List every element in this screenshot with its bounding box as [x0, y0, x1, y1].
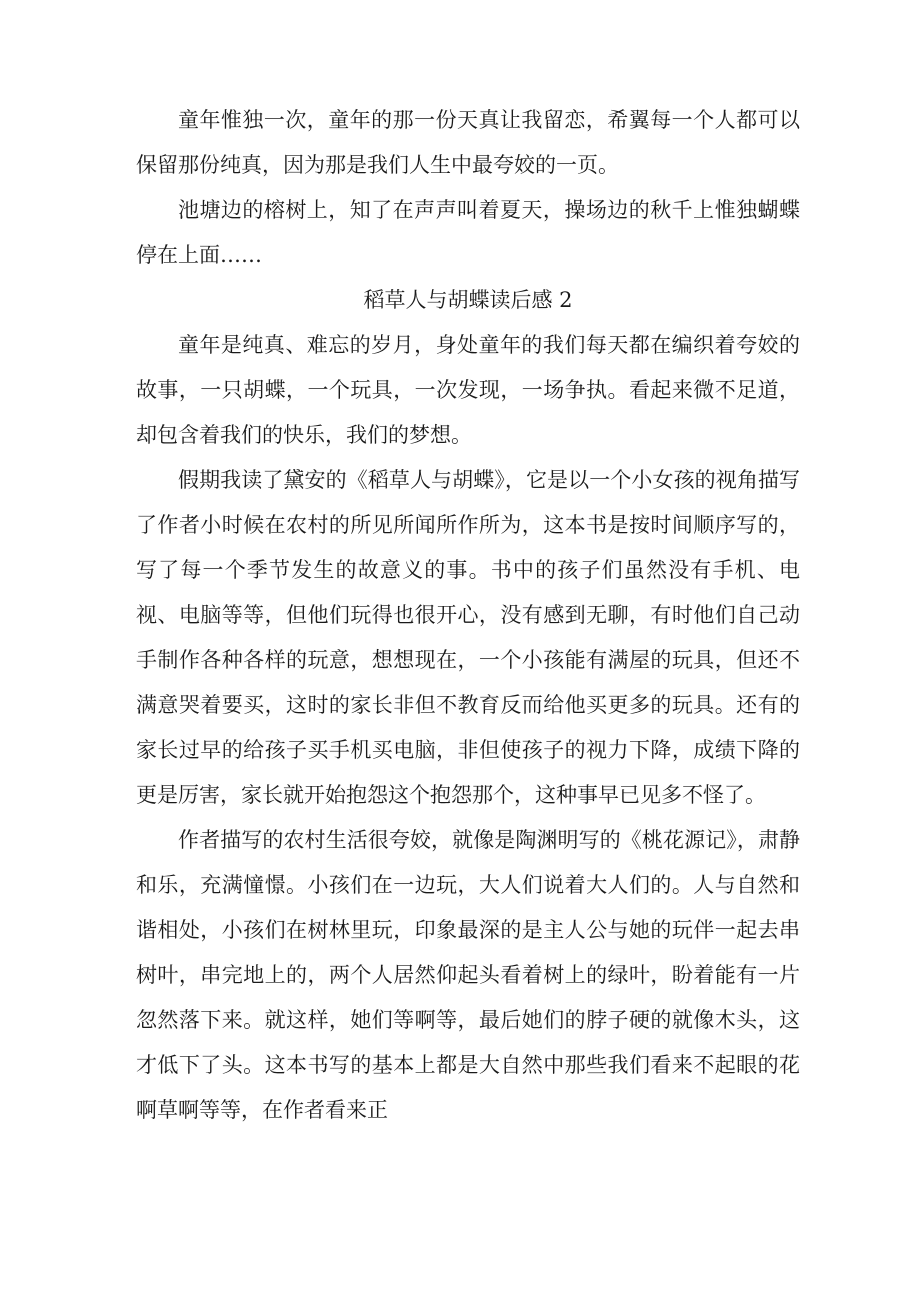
paragraph-holiday-reading: 假期我读了黛安的《稻草人与胡蝶》，它是以一个小女孩的视角描写了作者小时候在农村的所见所闻所作所为，这本书是按时间顺序写的，写了每一个季节发生的故意义的事。书中的孩子们虽然没有手机、电视、电脑等等，但他们玩得也很开心，没有感到无聊，有时他们自己动手制作各种各样的玩意，想想现在，一个小孩能有满屋的玩具，但还不满意哭着要买，这时的家长非但不教育反而给他买更多的玩具。还有的家长过早的给孩子买手机买电脑，非但使孩子的视力下降，成绩下降的更是厉害，家长就开始抱怨这个抱怨那个，这种事早已见多不怪了。 [136, 468, 800, 807]
paragraph-childhood-pure: 童年是纯真、难忘的岁月，身处童年的我们每天都在编织着夸姣的故事，一只胡蝶，一个玩具，一次发现，一场争执。看起来微不足道，却包含着我们的快乐，我们的梦想。 [136, 333, 800, 447]
paragraph-pond-banyan: 池塘边的榕树上，知了在声声叫着夏天，操场边的秋千上惟独蝴蝶停在上面…… [136, 198, 800, 267]
paragraph-childhood-once: 童年惟独一次，童年的那一份天真让我留恋，希翼每一个人都可以保留那份纯真，因为那是我们人生中最夸姣的一页。 [136, 108, 800, 177]
section-title: 稻草人与胡蝶读后感 2 [363, 288, 573, 312]
document-body [136, 98, 800, 1133]
paragraph-village-life: 作者描写的农村生活很夸姣，就像是陶渊明写的《桃花源记》，肃静和乐，充满憧憬。小孩们在一边玩，大人们说着大人们的。人与自然和谐相处，小孩们在树林里玩，印象最深的是主人公与她的玩伴一起去串树叶，串完地上的，两个人居然仰起头看着树上的绿叶，盼着能有一片忽然落下来。就这样，她们等啊等，最后她们的脖子硬的就像木头，这才低下了头。这本书写的基本上都是大自然中那些我们看来不起眼的花啊草啊等等，在作者看来正 [136, 828, 800, 1122]
